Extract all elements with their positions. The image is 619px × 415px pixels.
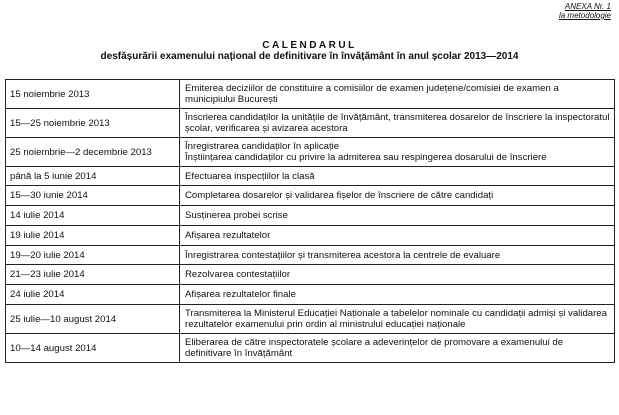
document-subtitle: desfășurării examenului național de definitivare în învățământ în anul școlar 2013—2014	[100, 51, 519, 62]
row-activity	[180, 167, 615, 186]
row-activity	[180, 265, 615, 285]
annex-reference: la metodologie	[558, 11, 611, 20]
activity-text: Rezolvarea contestațiilor	[185, 269, 291, 280]
row-date: 21—23 iulie 2014	[6, 265, 180, 285]
table-row	[6, 305, 615, 334]
activity-text: Eliberarea de către inspectoratele școlare a adeverințelor de promovare a examenului de definitivare în învățământ	[185, 337, 564, 359]
row-date: 15—30 iunie 2014	[6, 186, 180, 206]
table-row	[6, 138, 615, 167]
annex-label	[559, 2, 611, 20]
table-row	[6, 285, 615, 305]
annex-number: ANEXA Nr. 1	[564, 2, 611, 11]
table-row	[6, 109, 615, 138]
activity-text: Emiterea deciziilor de constituire a comisiilor de examen județene/comisiei de examen a municipiului București	[185, 83, 559, 105]
table-row	[6, 167, 615, 186]
table-row	[6, 226, 615, 246]
activity-text: Afișarea rezultatelor finale	[185, 289, 296, 300]
row-activity	[180, 226, 615, 246]
table-row	[6, 334, 615, 363]
row-date: până la 5 iunie 2014	[6, 167, 180, 186]
row-activity	[180, 285, 615, 305]
row-activity	[180, 138, 615, 167]
activity-text: Efectuarea inspecțiilor la clasă	[185, 170, 315, 182]
row-date: 24 iulie 2014	[6, 285, 180, 305]
activity-text: Înscrierea candidaților la unitățile de învățământ, transmiterea dosarelor de înscriere la inspectoratul școlar, verificarea și avizarea acestora	[185, 112, 610, 134]
row-date: 25 iulie—10 august 2014	[6, 305, 180, 334]
table-row	[6, 265, 615, 285]
table-row	[6, 186, 615, 206]
row-date: 10—14 august 2014	[6, 334, 180, 363]
calendar-table-body	[6, 80, 615, 363]
activity-text: Susținerea probei scrise	[185, 210, 288, 221]
row-activity	[180, 80, 615, 109]
row-date: 14 iulie 2014	[6, 206, 180, 226]
row-date: 15 noiembrie 2013	[6, 80, 180, 109]
activity-text: Înștiințarea candidaților cu privire la admiterea sau respingerea dosarului de înscriere	[185, 152, 547, 163]
row-date: 19 iulie 2014	[6, 226, 180, 246]
row-date: 19—20 iulie 2014	[6, 246, 180, 265]
activity-text: Înregistrarea candidaților în aplicație	[185, 141, 340, 152]
activity-text: Înregistrarea contestațiilor și transmiterea acestora la centrele de evaluare	[185, 249, 501, 261]
activity-text: Afișarea rezultatelor	[185, 230, 271, 241]
document-title: CALENDARUL	[262, 40, 357, 51]
row-activity	[180, 305, 615, 334]
table-row	[6, 80, 615, 109]
table-row	[6, 246, 615, 265]
activity-text: Completarea dosarelor și validarea fișelor de înscriere de către candidați	[185, 190, 494, 201]
row-activity	[180, 109, 615, 138]
row-date: 25 noiembrie—2 decembrie 2013	[6, 138, 180, 167]
table-row	[6, 206, 615, 226]
activity-text: Transmiterea la Ministerul Educației Naționale a tabelelor nominale cu candidații admiși și validarea rezultatelor examenului prin ordin al ministrului educației naționale	[185, 308, 607, 330]
row-activity	[180, 246, 615, 265]
row-activity	[180, 206, 615, 226]
row-date: 15—25 noiembrie 2013	[6, 109, 180, 138]
row-activity	[180, 186, 615, 206]
calendar-table	[5, 79, 615, 363]
row-activity	[180, 334, 615, 363]
